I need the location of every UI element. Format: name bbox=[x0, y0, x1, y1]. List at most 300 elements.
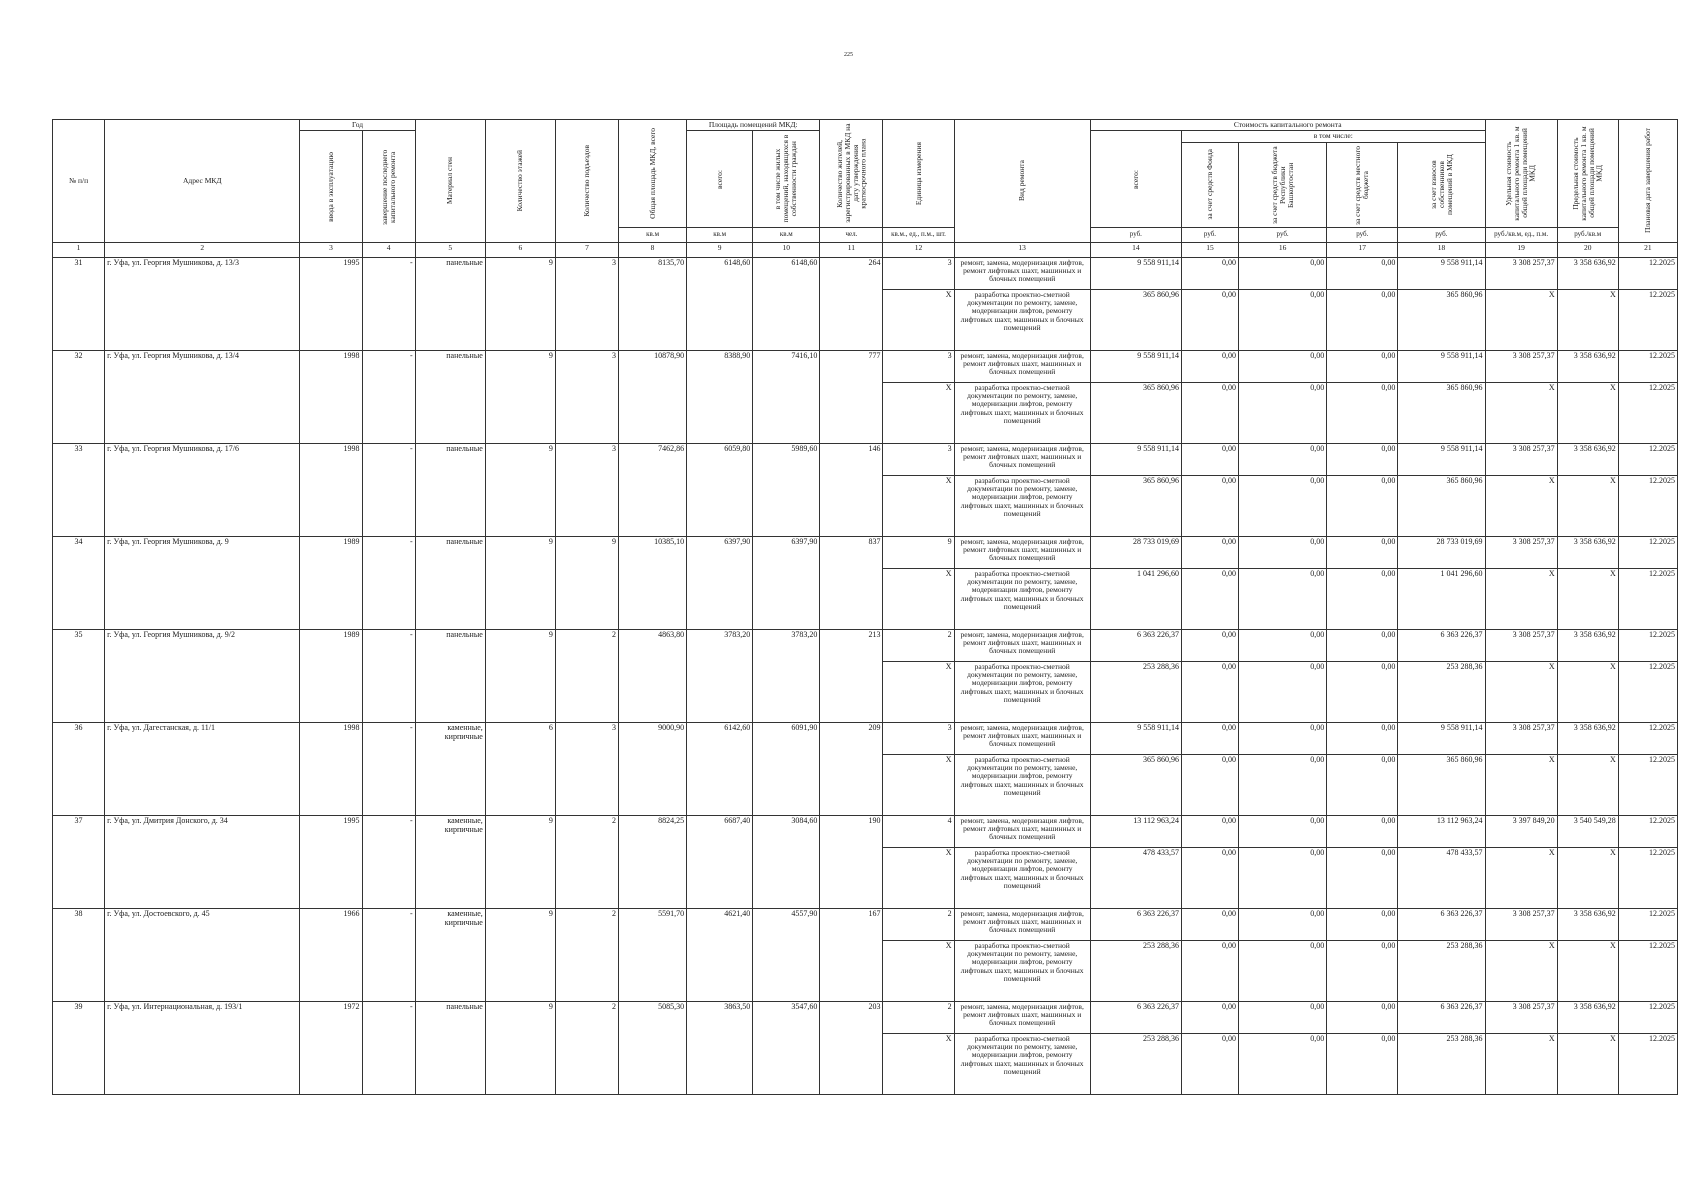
unit-cost: X bbox=[1485, 382, 1557, 443]
col-total-area-header: Общая площадь МКД, всего bbox=[619, 120, 687, 228]
commission-year: 1972 bbox=[300, 1001, 362, 1094]
cost-local-budget: 0,00 bbox=[1327, 629, 1398, 661]
last-repair-year: - bbox=[362, 629, 415, 722]
unit-cost: X bbox=[1485, 1033, 1557, 1094]
resident-count: 777 bbox=[820, 350, 883, 443]
cost-total: 6 363 226,37 bbox=[1090, 629, 1181, 661]
unit-cost: 3 308 257,37 bbox=[1485, 443, 1557, 475]
limit-cost: X bbox=[1557, 475, 1618, 536]
column-number: 10 bbox=[753, 242, 820, 257]
unit-cost: 3 308 257,37 bbox=[1485, 350, 1557, 382]
floor-count: 9 bbox=[485, 350, 555, 443]
table-row bbox=[53, 629, 1678, 661]
cost-total: 365 860,96 bbox=[1090, 382, 1181, 443]
total-area: 9000,90 bbox=[619, 722, 687, 815]
work-unit-count: 2 bbox=[883, 908, 954, 940]
wall-material: панельные bbox=[415, 257, 485, 350]
work-type: разработка проектно-сметной документации по ремонту, замене, модернизации лифтов, ремонту лифтовых шахт, машинных и блочных помещений bbox=[954, 289, 1090, 350]
work-type: разработка проектно-сметной документации по ремонту, замене, модернизации лифтов, ремонту лифтовых шахт, машинных и блочных помещений bbox=[954, 382, 1090, 443]
column-number: 9 bbox=[687, 242, 753, 257]
entrance-count: 3 bbox=[555, 722, 618, 815]
cost-owners: 6 363 226,37 bbox=[1398, 908, 1485, 940]
limit-cost: X bbox=[1557, 382, 1618, 443]
private-area: 3547,60 bbox=[753, 1001, 820, 1094]
cost-fund: 0,00 bbox=[1181, 257, 1238, 289]
cost-rb-budget: 0,00 bbox=[1239, 257, 1327, 289]
cost-fund: 0,00 bbox=[1181, 940, 1238, 1001]
cost-fund: 0,00 bbox=[1181, 629, 1238, 661]
plan-date: 12.2025 bbox=[1618, 847, 1677, 908]
cost-fund: 0,00 bbox=[1181, 475, 1238, 536]
wall-material: каменные, кирпичные bbox=[415, 722, 485, 815]
cost-local-budget: 0,00 bbox=[1327, 443, 1398, 475]
table-row bbox=[53, 1001, 1678, 1033]
cost-owners: 1 041 296,60 bbox=[1398, 568, 1485, 629]
cost-local-budget: 0,00 bbox=[1327, 568, 1398, 629]
cost-rb-budget: 0,00 bbox=[1239, 940, 1327, 1001]
cost-rb-budget: 0,00 bbox=[1239, 1033, 1327, 1094]
wall-material: панельные bbox=[415, 629, 485, 722]
cost-total: 478 433,57 bbox=[1090, 847, 1181, 908]
col-wall-header: Материал стен bbox=[415, 120, 485, 243]
limit-cost: 3 358 636,92 bbox=[1557, 257, 1618, 289]
cost-fund: 0,00 bbox=[1181, 350, 1238, 382]
limit-cost: X bbox=[1557, 754, 1618, 815]
cost-total: 1 041 296,60 bbox=[1090, 568, 1181, 629]
private-area: 6148,60 bbox=[753, 257, 820, 350]
floor-count: 9 bbox=[485, 629, 555, 722]
plan-date: 12.2025 bbox=[1618, 475, 1677, 536]
cost-rb-budget: 0,00 bbox=[1239, 568, 1327, 629]
cost-owners: 365 860,96 bbox=[1398, 475, 1485, 536]
cost-total: 9 558 911,14 bbox=[1090, 443, 1181, 475]
private-area: 4557,90 bbox=[753, 908, 820, 1001]
incl-group-header: в том числе: bbox=[1181, 131, 1485, 142]
cost-owners: 365 860,96 bbox=[1398, 754, 1485, 815]
premises-area: 6397,90 bbox=[687, 536, 753, 629]
cost-local-budget: 0,00 bbox=[1327, 754, 1398, 815]
plan-date: 12.2025 bbox=[1618, 536, 1677, 568]
entrance-count: 2 bbox=[555, 908, 618, 1001]
total-area: 10878,90 bbox=[619, 350, 687, 443]
col-area-total-header: всего: bbox=[687, 131, 753, 227]
private-area: 3783,20 bbox=[753, 629, 820, 722]
col-work-type-header: Вид ремонта bbox=[954, 120, 1090, 243]
total-area: 8824,25 bbox=[619, 815, 687, 908]
work-unit-count: 2 bbox=[883, 1001, 954, 1033]
floor-count: 6 bbox=[485, 722, 555, 815]
total-area: 4863,80 bbox=[619, 629, 687, 722]
unit-cost: 3 397 849,20 bbox=[1485, 815, 1557, 847]
wall-material: панельные bbox=[415, 536, 485, 629]
cost-owners: 253 288,36 bbox=[1398, 940, 1485, 1001]
unit-cost: X bbox=[1485, 568, 1557, 629]
cost-owners: 253 288,36 bbox=[1398, 1033, 1485, 1094]
cost-fund: 0,00 bbox=[1181, 908, 1238, 940]
unit-cost: 3 308 257,37 bbox=[1485, 722, 1557, 754]
cost-total: 28 733 019,69 bbox=[1090, 536, 1181, 568]
work-type: ремонт, замена, модернизация лифтов, ремонт лифтовых шахт, машинных и блочных помещений bbox=[954, 536, 1090, 568]
cost-local-budget: 0,00 bbox=[1327, 382, 1398, 443]
building-address: г. Уфа, ул. Интернациональная, д. 193/1 bbox=[105, 1001, 300, 1094]
entrance-count: 3 bbox=[555, 350, 618, 443]
cost-group-header: Стоимость капитального ремонта bbox=[1090, 120, 1485, 131]
cost-total: 6 363 226,37 bbox=[1090, 1001, 1181, 1033]
cost-owners: 365 860,96 bbox=[1398, 289, 1485, 350]
limit-cost: 3 358 636,92 bbox=[1557, 629, 1618, 661]
total-area: 8135,70 bbox=[619, 257, 687, 350]
cost-rb-budget: 0,00 bbox=[1239, 289, 1327, 350]
limit-cost: X bbox=[1557, 568, 1618, 629]
column-number: 6 bbox=[485, 242, 555, 257]
cost-fund: 0,00 bbox=[1181, 722, 1238, 754]
column-number: 2 bbox=[105, 242, 300, 257]
building-address: г. Уфа, ул. Дагестанская, д. 11/1 bbox=[105, 722, 300, 815]
cost-total: 253 288,36 bbox=[1090, 940, 1181, 1001]
column-number: 20 bbox=[1557, 242, 1618, 257]
unit-label: руб. bbox=[1090, 227, 1181, 242]
work-unit-count: X bbox=[883, 382, 954, 443]
work-unit-count: 9 bbox=[883, 536, 954, 568]
year-group-header: Год bbox=[300, 120, 415, 131]
unit-cost: 3 308 257,37 bbox=[1485, 908, 1557, 940]
col-unit-header: Единица измерения bbox=[883, 120, 954, 228]
cost-rb-budget: 0,00 bbox=[1239, 661, 1327, 722]
work-unit-count: X bbox=[883, 568, 954, 629]
cost-local-budget: 0,00 bbox=[1327, 475, 1398, 536]
work-type: разработка проектно-сметной документации по ремонту, замене, модернизации лифтов, ремонту лифтовых шахт, машинных и блочных помещений bbox=[954, 754, 1090, 815]
area-group-header: Площадь помещений МКД: bbox=[687, 120, 820, 131]
table-row bbox=[53, 257, 1678, 289]
plan-date: 12.2025 bbox=[1618, 257, 1677, 289]
table-row bbox=[53, 536, 1678, 568]
plan-date: 12.2025 bbox=[1618, 1033, 1677, 1094]
cost-total: 13 112 963,24 bbox=[1090, 815, 1181, 847]
col-floors-header: Количество этажей bbox=[485, 120, 555, 243]
plan-date: 12.2025 bbox=[1618, 908, 1677, 940]
col-fund-header: за счет средств Фонда bbox=[1181, 142, 1238, 227]
column-number: 17 bbox=[1327, 242, 1398, 257]
last-repair-year: - bbox=[362, 443, 415, 536]
cost-rb-budget: 0,00 bbox=[1239, 1001, 1327, 1033]
work-unit-count: 3 bbox=[883, 350, 954, 382]
entrance-count: 3 bbox=[555, 257, 618, 350]
unit-label: чел. bbox=[820, 227, 883, 242]
entrance-count: 9 bbox=[555, 536, 618, 629]
cost-fund: 0,00 bbox=[1181, 1033, 1238, 1094]
cost-fund: 0,00 bbox=[1181, 754, 1238, 815]
limit-cost: X bbox=[1557, 847, 1618, 908]
cost-rb-budget: 0,00 bbox=[1239, 629, 1327, 661]
cost-fund: 0,00 bbox=[1181, 568, 1238, 629]
total-area: 5085,30 bbox=[619, 1001, 687, 1094]
cost-local-budget: 0,00 bbox=[1327, 908, 1398, 940]
limit-cost: X bbox=[1557, 940, 1618, 1001]
cost-local-budget: 0,00 bbox=[1327, 661, 1398, 722]
cost-total: 9 558 911,14 bbox=[1090, 722, 1181, 754]
resident-count: 837 bbox=[820, 536, 883, 629]
table-row bbox=[53, 722, 1678, 754]
cost-total: 365 860,96 bbox=[1090, 754, 1181, 815]
total-area: 5591,70 bbox=[619, 908, 687, 1001]
entrance-count: 2 bbox=[555, 1001, 618, 1094]
work-type: разработка проектно-сметной документации по ремонту, замене, модернизации лифтов, ремонту лифтовых шахт, машинных и блочных помещений bbox=[954, 475, 1090, 536]
entrance-count: 2 bbox=[555, 629, 618, 722]
col-plan-date-header: Плановая дата завершения работ bbox=[1618, 120, 1677, 243]
unit-cost: X bbox=[1485, 475, 1557, 536]
cost-fund: 0,00 bbox=[1181, 289, 1238, 350]
cost-local-budget: 0,00 bbox=[1327, 350, 1398, 382]
column-numbers-row bbox=[53, 242, 1678, 257]
total-area: 10385,10 bbox=[619, 536, 687, 629]
cost-local-budget: 0,00 bbox=[1327, 1033, 1398, 1094]
last-repair-year: - bbox=[362, 815, 415, 908]
cost-local-budget: 0,00 bbox=[1327, 815, 1398, 847]
resident-count: 203 bbox=[820, 1001, 883, 1094]
commission-year: 1995 bbox=[300, 257, 362, 350]
table-row bbox=[53, 908, 1678, 940]
work-unit-count: X bbox=[883, 754, 954, 815]
last-repair-year: - bbox=[362, 536, 415, 629]
cost-total: 365 860,96 bbox=[1090, 475, 1181, 536]
col-year-commission-header: ввода в эксплуатацию bbox=[300, 131, 362, 242]
building-address: г. Уфа, ул. Георгия Мушникова, д. 13/3 bbox=[105, 257, 300, 350]
resident-count: 209 bbox=[820, 722, 883, 815]
commission-year: 1998 bbox=[300, 722, 362, 815]
work-unit-count: X bbox=[883, 475, 954, 536]
unit-label: кв.м bbox=[753, 227, 820, 242]
unit-cost: X bbox=[1485, 661, 1557, 722]
cost-total: 6 363 226,37 bbox=[1090, 908, 1181, 940]
commission-year: 1998 bbox=[300, 350, 362, 443]
col-rb-budget-header: за счет средств бюджета Республики Башкортостан bbox=[1239, 142, 1327, 227]
last-repair-year: - bbox=[362, 1001, 415, 1094]
entrance-count: 3 bbox=[555, 443, 618, 536]
col-unit-cost-header: Удельная стоимость капитального ремонта 1 кв. м общей площади помещений МКД bbox=[1485, 120, 1557, 228]
limit-cost: X bbox=[1557, 289, 1618, 350]
limit-cost: X bbox=[1557, 661, 1618, 722]
plan-date: 12.2025 bbox=[1618, 940, 1677, 1001]
cost-owners: 478 433,57 bbox=[1398, 847, 1485, 908]
work-type: ремонт, замена, модернизация лифтов, ремонт лифтовых шахт, машинных и блочных помещений bbox=[954, 350, 1090, 382]
premises-area: 4621,40 bbox=[687, 908, 753, 1001]
work-type: ремонт, замена, модернизация лифтов, ремонт лифтовых шахт, машинных и блочных помещений bbox=[954, 1001, 1090, 1033]
cost-total: 9 558 911,14 bbox=[1090, 350, 1181, 382]
commission-year: 1998 bbox=[300, 443, 362, 536]
cost-fund: 0,00 bbox=[1181, 815, 1238, 847]
row-number: 33 bbox=[53, 443, 105, 536]
cost-rb-budget: 0,00 bbox=[1239, 443, 1327, 475]
col-cost-total-header: всего: bbox=[1090, 131, 1181, 227]
limit-cost: 3 358 636,92 bbox=[1557, 443, 1618, 475]
unit-cost: 3 308 257,37 bbox=[1485, 536, 1557, 568]
premises-area: 6687,40 bbox=[687, 815, 753, 908]
limit-cost: 3 358 636,92 bbox=[1557, 1001, 1618, 1033]
commission-year: 1989 bbox=[300, 629, 362, 722]
cost-owners: 28 733 019,69 bbox=[1398, 536, 1485, 568]
column-number: 13 bbox=[954, 242, 1090, 257]
cost-local-budget: 0,00 bbox=[1327, 257, 1398, 289]
cost-local-budget: 0,00 bbox=[1327, 1001, 1398, 1033]
cost-rb-budget: 0,00 bbox=[1239, 722, 1327, 754]
building-address: г. Уфа, ул. Георгия Мушникова, д. 9 bbox=[105, 536, 300, 629]
cost-rb-budget: 0,00 bbox=[1239, 382, 1327, 443]
premises-area: 8388,90 bbox=[687, 350, 753, 443]
unit-cost: 3 308 257,37 bbox=[1485, 257, 1557, 289]
cost-fund: 0,00 bbox=[1181, 443, 1238, 475]
repair-plan-table bbox=[52, 119, 1678, 1095]
page-number: 225 bbox=[844, 52, 853, 58]
floor-count: 9 bbox=[485, 908, 555, 1001]
resident-count: 146 bbox=[820, 443, 883, 536]
floor-count: 9 bbox=[485, 536, 555, 629]
work-unit-count: X bbox=[883, 1033, 954, 1094]
work-type: разработка проектно-сметной документации по ремонту, замене, модернизации лифтов, ремонту лифтовых шахт, машинных и блочных помещений bbox=[954, 661, 1090, 722]
col-limit-cost-header: Предельная стоимость капитального ремонта 1 кв. м общей площади помещений МКД bbox=[1557, 120, 1618, 228]
plan-date: 12.2025 bbox=[1618, 1001, 1677, 1033]
cost-owners: 9 558 911,14 bbox=[1398, 443, 1485, 475]
wall-material: каменные, кирпичные bbox=[415, 908, 485, 1001]
column-number: 4 bbox=[362, 242, 415, 257]
unit-cost: X bbox=[1485, 289, 1557, 350]
cost-owners: 365 860,96 bbox=[1398, 382, 1485, 443]
row-number: 36 bbox=[53, 722, 105, 815]
cost-owners: 253 288,36 bbox=[1398, 661, 1485, 722]
plan-date: 12.2025 bbox=[1618, 629, 1677, 661]
limit-cost: 3 540 549,28 bbox=[1557, 815, 1618, 847]
resident-count: 190 bbox=[820, 815, 883, 908]
cost-fund: 0,00 bbox=[1181, 1001, 1238, 1033]
plan-date: 12.2025 bbox=[1618, 443, 1677, 475]
plan-date: 12.2025 bbox=[1618, 382, 1677, 443]
work-unit-count: 4 bbox=[883, 815, 954, 847]
header-row-1 bbox=[53, 120, 1678, 131]
plan-date: 12.2025 bbox=[1618, 754, 1677, 815]
floor-count: 9 bbox=[485, 1001, 555, 1094]
unit-cost: 3 308 257,37 bbox=[1485, 629, 1557, 661]
cost-rb-budget: 0,00 bbox=[1239, 847, 1327, 908]
commission-year: 1989 bbox=[300, 536, 362, 629]
unit-label: кв.м bbox=[619, 227, 687, 242]
column-number: 14 bbox=[1090, 242, 1181, 257]
resident-count: 167 bbox=[820, 908, 883, 1001]
unit-cost: X bbox=[1485, 847, 1557, 908]
limit-cost: 3 358 636,92 bbox=[1557, 350, 1618, 382]
cost-rb-budget: 0,00 bbox=[1239, 815, 1327, 847]
column-number: 5 bbox=[415, 242, 485, 257]
private-area: 6397,90 bbox=[753, 536, 820, 629]
plan-date: 12.2025 bbox=[1618, 661, 1677, 722]
work-unit-count: X bbox=[883, 661, 954, 722]
work-type: разработка проектно-сметной документации по ремонту, замене, модернизации лифтов, ремонту лифтовых шахт, машинных и блочных помещений bbox=[954, 940, 1090, 1001]
column-number: 3 bbox=[300, 242, 362, 257]
work-type: ремонт, замена, модернизация лифтов, ремонт лифтовых шахт, машинных и блочных помещений bbox=[954, 908, 1090, 940]
last-repair-year: - bbox=[362, 722, 415, 815]
work-type: ремонт, замена, модернизация лифтов, ремонт лифтовых шахт, машинных и блочных помещений bbox=[954, 722, 1090, 754]
column-number: 8 bbox=[619, 242, 687, 257]
cost-fund: 0,00 bbox=[1181, 661, 1238, 722]
entrance-count: 2 bbox=[555, 815, 618, 908]
cost-local-budget: 0,00 bbox=[1327, 722, 1398, 754]
row-number: 39 bbox=[53, 1001, 105, 1094]
premises-area: 6148,60 bbox=[687, 257, 753, 350]
cost-fund: 0,00 bbox=[1181, 382, 1238, 443]
limit-cost: X bbox=[1557, 1033, 1618, 1094]
building-address: г. Уфа, ул. Георгия Мушникова, д. 9/2 bbox=[105, 629, 300, 722]
cost-owners: 9 558 911,14 bbox=[1398, 257, 1485, 289]
unit-label: руб. bbox=[1398, 227, 1485, 242]
premises-area: 3783,20 bbox=[687, 629, 753, 722]
column-number: 11 bbox=[820, 242, 883, 257]
unit-label: руб. bbox=[1239, 227, 1327, 242]
floor-count: 9 bbox=[485, 257, 555, 350]
cost-rb-budget: 0,00 bbox=[1239, 350, 1327, 382]
building-address: г. Уфа, ул. Дмитрия Донского, д. 34 bbox=[105, 815, 300, 908]
row-number: 34 bbox=[53, 536, 105, 629]
column-number: 12 bbox=[883, 242, 954, 257]
last-repair-year: - bbox=[362, 257, 415, 350]
cost-total: 253 288,36 bbox=[1090, 1033, 1181, 1094]
cost-owners: 13 112 963,24 bbox=[1398, 815, 1485, 847]
work-type: разработка проектно-сметной документации по ремонту, замене, модернизации лифтов, ремонту лифтовых шахт, машинных и блочных помещений bbox=[954, 1033, 1090, 1094]
plan-date: 12.2025 bbox=[1618, 289, 1677, 350]
unit-label: руб./кв.м bbox=[1557, 227, 1618, 242]
building-address: г. Уфа, ул. Достоевского, д. 45 bbox=[105, 908, 300, 1001]
row-number: 31 bbox=[53, 257, 105, 350]
unit-label: руб. bbox=[1181, 227, 1238, 242]
resident-count: 264 bbox=[820, 257, 883, 350]
floor-count: 9 bbox=[485, 815, 555, 908]
column-number: 15 bbox=[1181, 242, 1238, 257]
work-type: ремонт, замена, модернизация лифтов, ремонт лифтовых шахт, машинных и блочных помещений bbox=[954, 257, 1090, 289]
premises-area: 6059,80 bbox=[687, 443, 753, 536]
work-type: разработка проектно-сметной документации по ремонту, замене, модернизации лифтов, ремонту лифтовых шахт, машинных и блочных помещений bbox=[954, 847, 1090, 908]
column-number: 18 bbox=[1398, 242, 1485, 257]
row-number: 35 bbox=[53, 629, 105, 722]
wall-material: панельные bbox=[415, 350, 485, 443]
work-unit-count: 3 bbox=[883, 722, 954, 754]
work-unit-count: 3 bbox=[883, 443, 954, 475]
unit-cost: X bbox=[1485, 754, 1557, 815]
column-number: 21 bbox=[1618, 242, 1677, 257]
col-no-header: № п/п bbox=[53, 120, 105, 243]
wall-material: панельные bbox=[415, 443, 485, 536]
col-residents-header: Количество жителей, зарегистрированных в МКД на дату утверждения краткосрочного плана bbox=[820, 120, 883, 228]
cost-rb-budget: 0,00 bbox=[1239, 908, 1327, 940]
work-type: ремонт, замена, модернизация лифтов, ремонт лифтовых шахт, машинных и блочных помещений bbox=[954, 443, 1090, 475]
cost-owners: 6 363 226,37 bbox=[1398, 1001, 1485, 1033]
cost-local-budget: 0,00 bbox=[1327, 847, 1398, 908]
table-row bbox=[53, 350, 1678, 382]
table-row bbox=[53, 815, 1678, 847]
row-number: 38 bbox=[53, 908, 105, 1001]
cost-total: 253 288,36 bbox=[1090, 661, 1181, 722]
building-address: г. Уфа, ул. Георгия Мушникова, д. 17/6 bbox=[105, 443, 300, 536]
work-unit-count: 2 bbox=[883, 629, 954, 661]
limit-cost: 3 358 636,92 bbox=[1557, 908, 1618, 940]
private-area: 3084,60 bbox=[753, 815, 820, 908]
wall-material: каменные, кирпичные bbox=[415, 815, 485, 908]
col-address-header: Адрес МКД bbox=[105, 120, 300, 243]
unit-label: руб. bbox=[1327, 227, 1398, 242]
resident-count: 213 bbox=[820, 629, 883, 722]
plan-date: 12.2025 bbox=[1618, 722, 1677, 754]
work-unit-count: 3 bbox=[883, 257, 954, 289]
cost-total: 365 860,96 bbox=[1090, 289, 1181, 350]
total-area: 7462,86 bbox=[619, 443, 687, 536]
table-body bbox=[53, 257, 1678, 1094]
work-type: ремонт, замена, модернизация лифтов, ремонт лифтовых шахт, машинных и блочных помещений bbox=[954, 815, 1090, 847]
